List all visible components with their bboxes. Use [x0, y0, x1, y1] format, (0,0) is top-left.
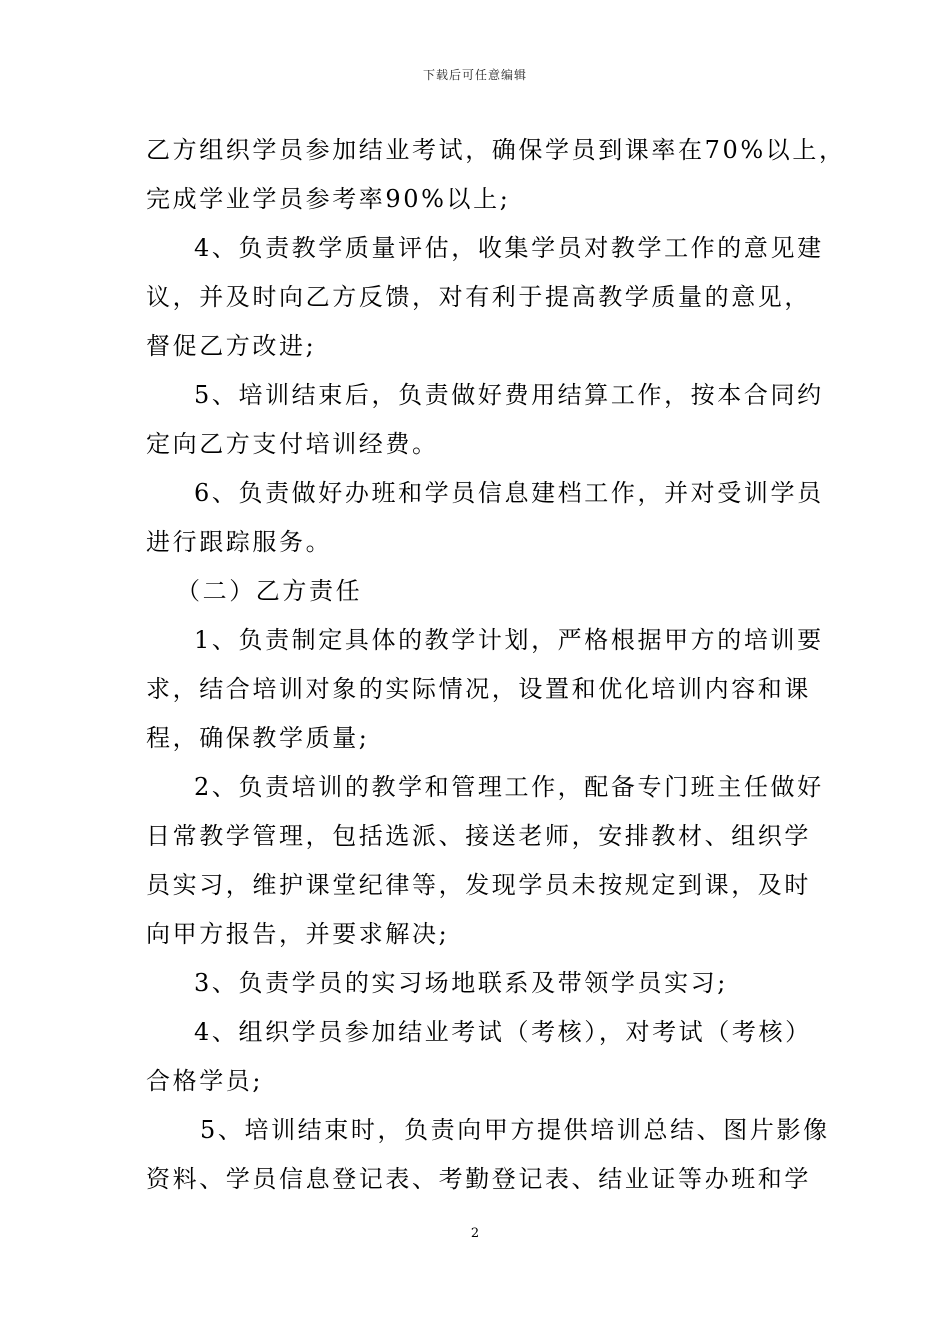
- text-line: 乙方组织学员参加结业考试，确保学员到课率在70%以上，: [146, 136, 846, 164]
- text-line: 程，确保教学质量;: [146, 724, 370, 752]
- text-line: 1、负责制定具体的教学计划，严格根据甲方的培训要: [194, 626, 824, 654]
- text-line: 日常教学管理，包括选派、接送老师，安排教材、组织学: [146, 822, 811, 850]
- text-line: 督促乙方改进;: [146, 332, 317, 360]
- text-line: 完成学业学员参考率90%以上;: [146, 185, 511, 213]
- text-line: 向甲方报告，并要求解决;: [146, 920, 450, 948]
- text-line: 6、负责做好办班和学员信息建档工作，并对受训学员: [194, 479, 824, 507]
- text-line: 定向乙方支付培训经费。: [146, 430, 439, 458]
- section-heading: （二）乙方责任: [176, 577, 363, 605]
- text-line: 4、组织学员参加结业考试（考核），对考试（考核）: [194, 1018, 812, 1046]
- text-line: 进行跟踪服务。: [146, 528, 333, 556]
- text-line: 2、负责培训的教学和管理工作，配备专门班主任做好: [194, 773, 824, 801]
- text-line: 合格学员;: [146, 1067, 264, 1095]
- text-line: 5、培训结束时，负责向甲方提供培训总结、图片影像: [200, 1116, 830, 1144]
- document-body: [146, 126, 846, 1204]
- text-line: 3、负责学员的实习场地联系及带领学员实习;: [194, 969, 728, 997]
- text-line: 4、负责教学质量评估，收集学员对教学工作的意见建: [194, 234, 824, 262]
- text-line: 议，并及时向乙方反馈，对有利于提高教学质量的意见，: [146, 283, 811, 311]
- page-number: 2: [470, 1226, 480, 1241]
- text-line: 5、培训结束后，负责做好费用结算工作，按本合同约: [194, 381, 824, 409]
- page-header: 下载后可任意编辑: [422, 68, 527, 82]
- text-line: 员实习，维护课堂纪律等，发现学员未按规定到课，及时: [146, 871, 811, 899]
- text-line: 资料、学员信息登记表、考勤登记表、结业证等办班和学: [146, 1165, 811, 1193]
- text-line: 求，结合培训对象的实际情况，设置和优化培训内容和课: [146, 675, 811, 703]
